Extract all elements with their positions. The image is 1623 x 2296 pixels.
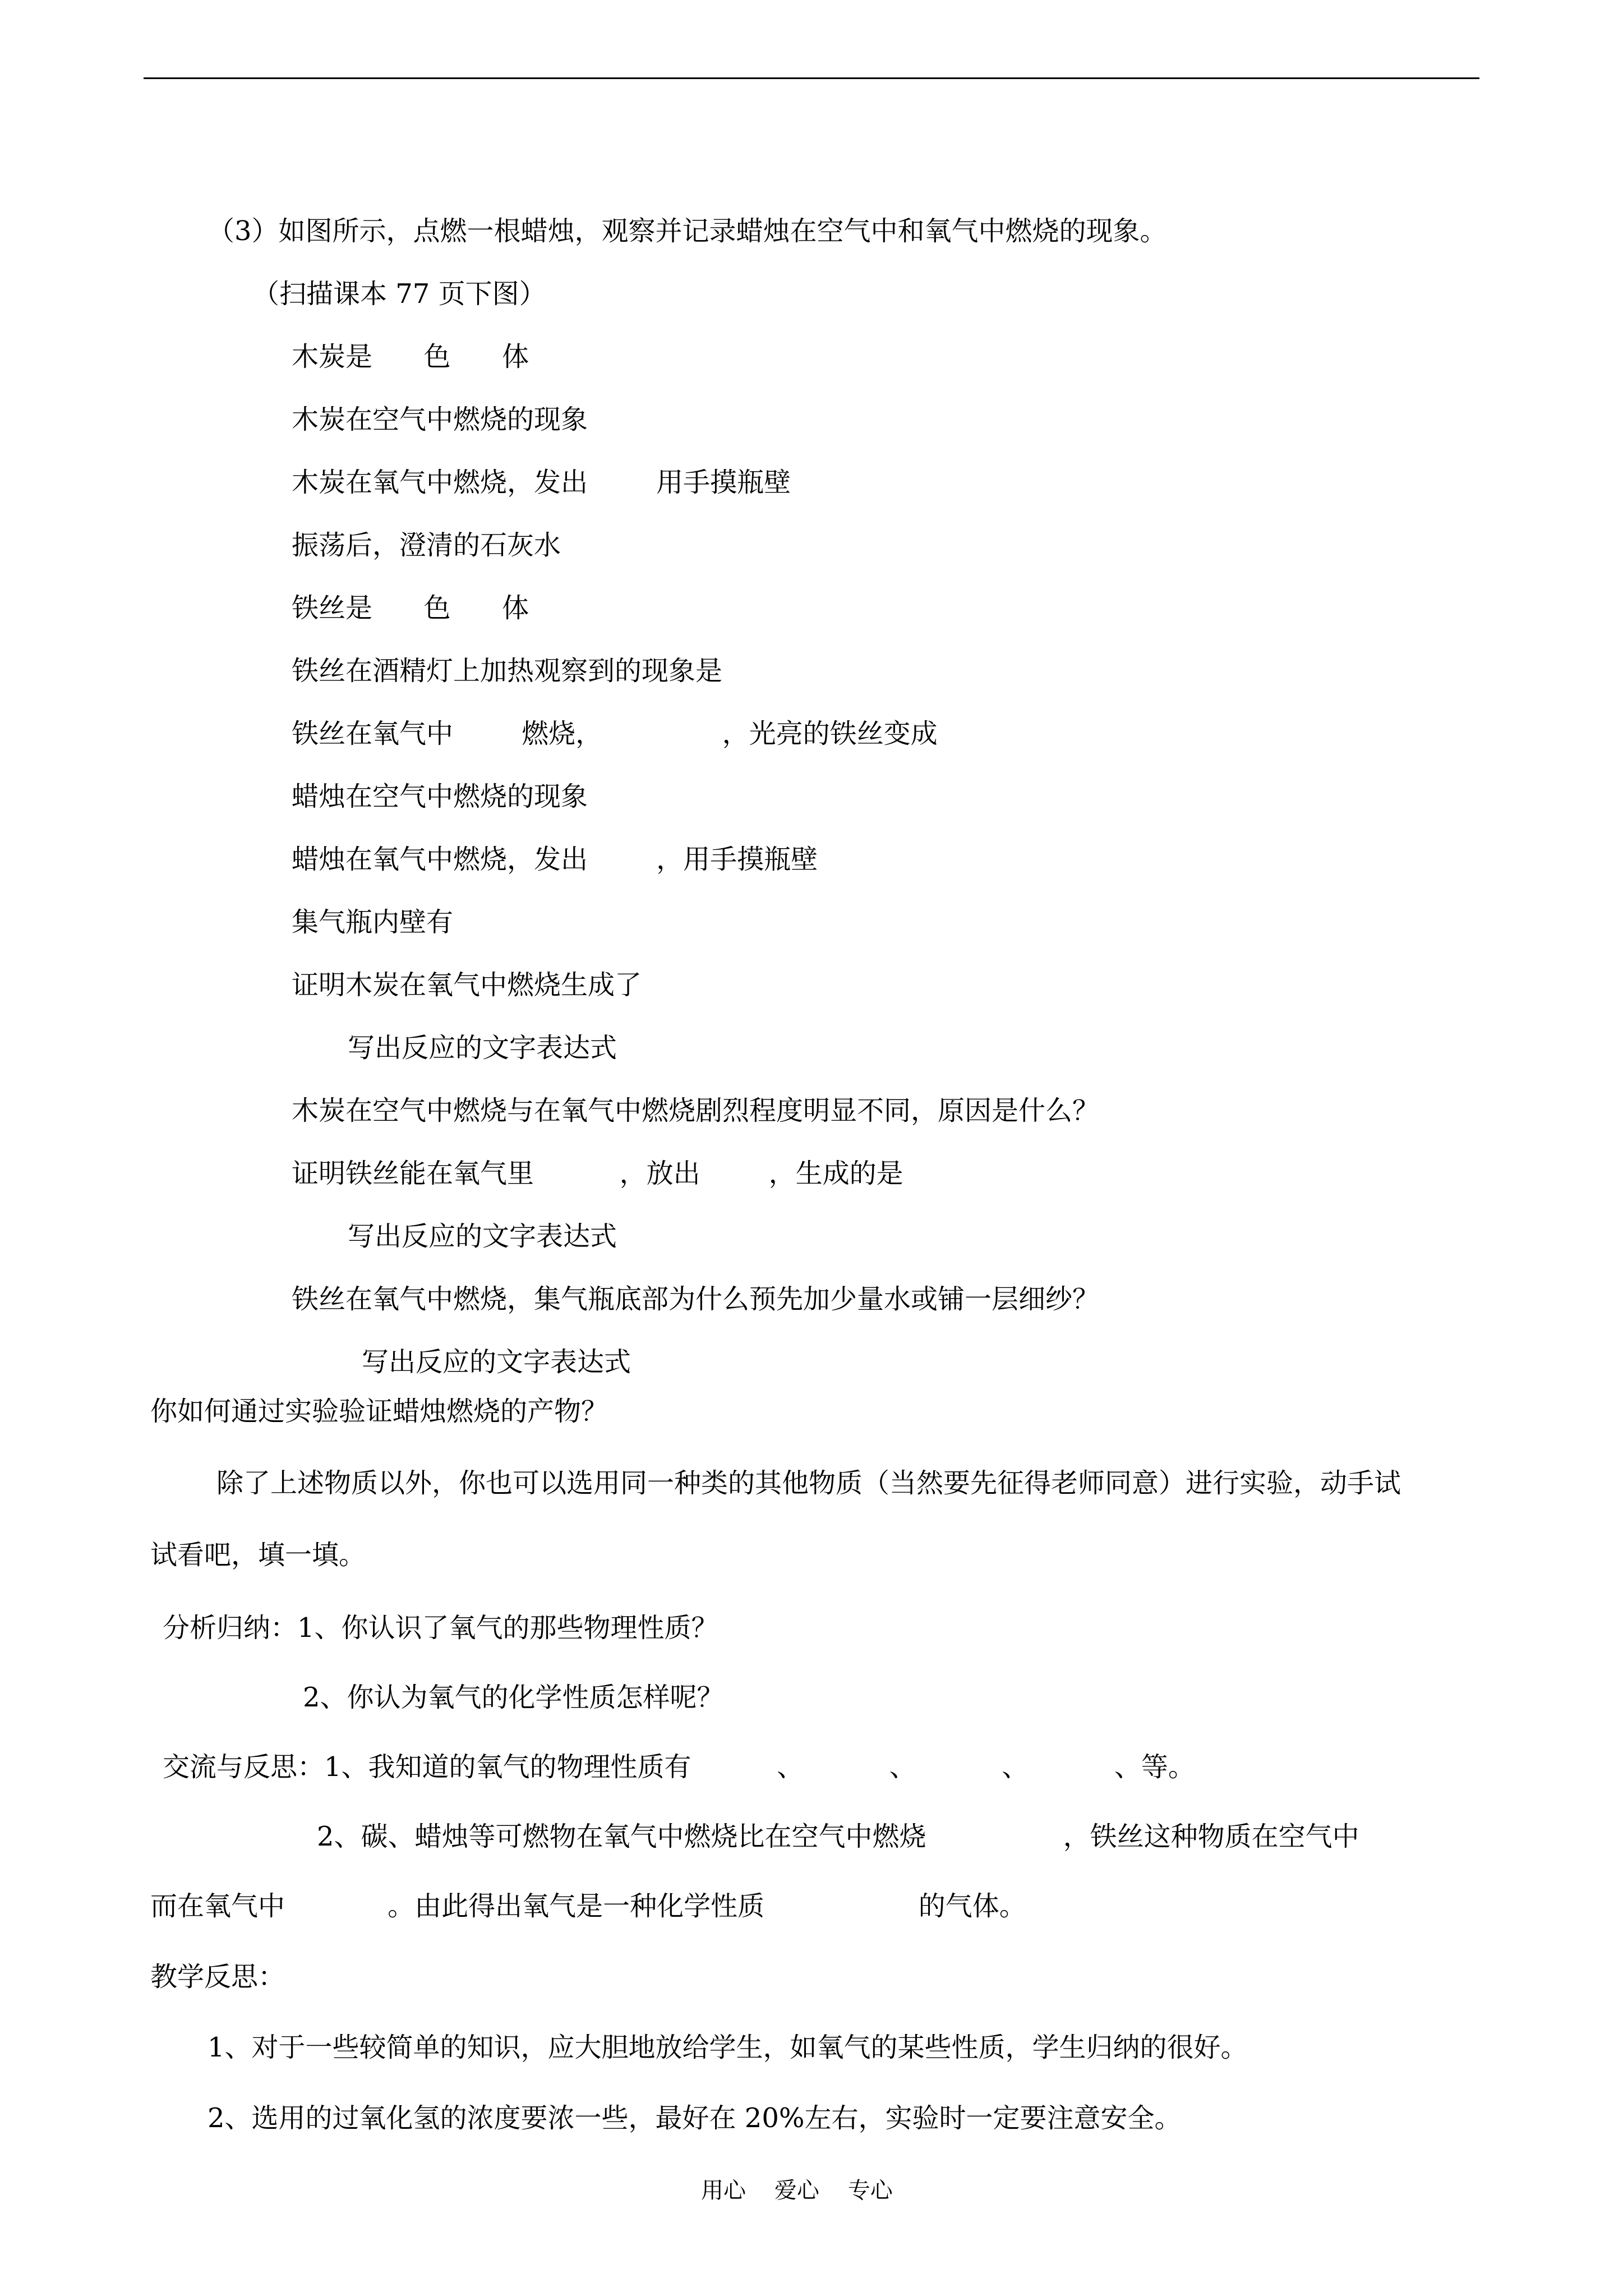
text-line: 铁丝在氧气中 燃烧， ，光亮的铁丝变成 [292,718,938,749]
text-line: 分析归纳：1、你认识了氧气的那些物理性质？ [163,1612,718,1644]
text-line: 写出反应的文字表达式 [348,1032,617,1064]
text-line: 铁丝在氧气中燃烧，集气瓶底部为什么预先加少量水或铺一层细纱？ [292,1283,1100,1315]
text-line: 证明木炭在氧气中燃烧生成了 [292,969,642,1001]
text-line: 写出反应的文字表达式 [362,1346,631,1378]
text-line: 试看吧，填一填。 [150,1539,366,1571]
text-line: 而在氧气中 。由此得出氧气是一种化学性质 的气体。 [150,1890,1026,1922]
text-line: 1、对于一些较简单的知识，应大胆地放给学生，如氧气的某些性质，学生归纳的很好。 [208,2032,1248,2063]
text-line: 木炭是 色 体 [292,341,529,372]
text-line: 写出反应的文字表达式 [348,1221,617,1252]
text-line: 2、选用的过氧化氢的浓度要浓一些，最好在 20%左右，实验时一定要注意安全。 [208,2102,1182,2134]
text-line: 铁丝在酒精灯上加热观察到的现象是 [292,655,723,687]
text-line: 木炭在空气中燃烧与在氧气中燃烧剧烈程度明显不同，原因是什么？ [292,1095,1100,1126]
header-rule [144,77,1479,79]
text-line: 除了上述物质以外，你也可以选用同一种类的其他物质（当然要先征得老师同意）进行实验，动手试 [216,1467,1401,1499]
text-line: 振荡后，澄清的石灰水 [292,530,561,561]
text-line: 2、你认为氧气的化学性质怎样呢？ [303,1682,724,1713]
text-line: 教学反思： [150,1961,285,1993]
text-line: （3）如图所示，点燃一根蜡烛，观察并记录蜡烛在空气中和氧气中燃烧的现象。 [208,215,1167,247]
text-line: 证明铁丝能在氧气里 ，放出 ，生成的是 [292,1158,903,1189]
text-line: （扫描课本 77 页下图） [252,278,546,310]
text-line: 蜡烛在氧气中燃烧，发出 ，用手摸瓶壁 [292,844,818,875]
text-line: 交流与反思：1、我知道的氧气的物理性质有 、 、 、 、等。 [163,1751,1195,1783]
page-footer: 用心 爱心 专心 [701,2178,893,2203]
text-line: 你如何通过实验验证蜡烛燃烧的产物？ [150,1396,608,1427]
text-line: 2、碳、蜡烛等可燃物在氧气中燃烧比在空气中燃烧 ，铁丝这种物质在空气中 [317,1821,1359,1852]
text-line: 集气瓶内壁有 [292,907,454,938]
text-line: 木炭在氧气中燃烧，发出 用手摸瓶壁 [292,467,791,498]
text-line: 木炭在空气中燃烧的现象 [292,404,588,435]
text-line: 铁丝是 色 体 [292,592,529,624]
text-line: 蜡烛在空气中燃烧的现象 [292,781,588,812]
